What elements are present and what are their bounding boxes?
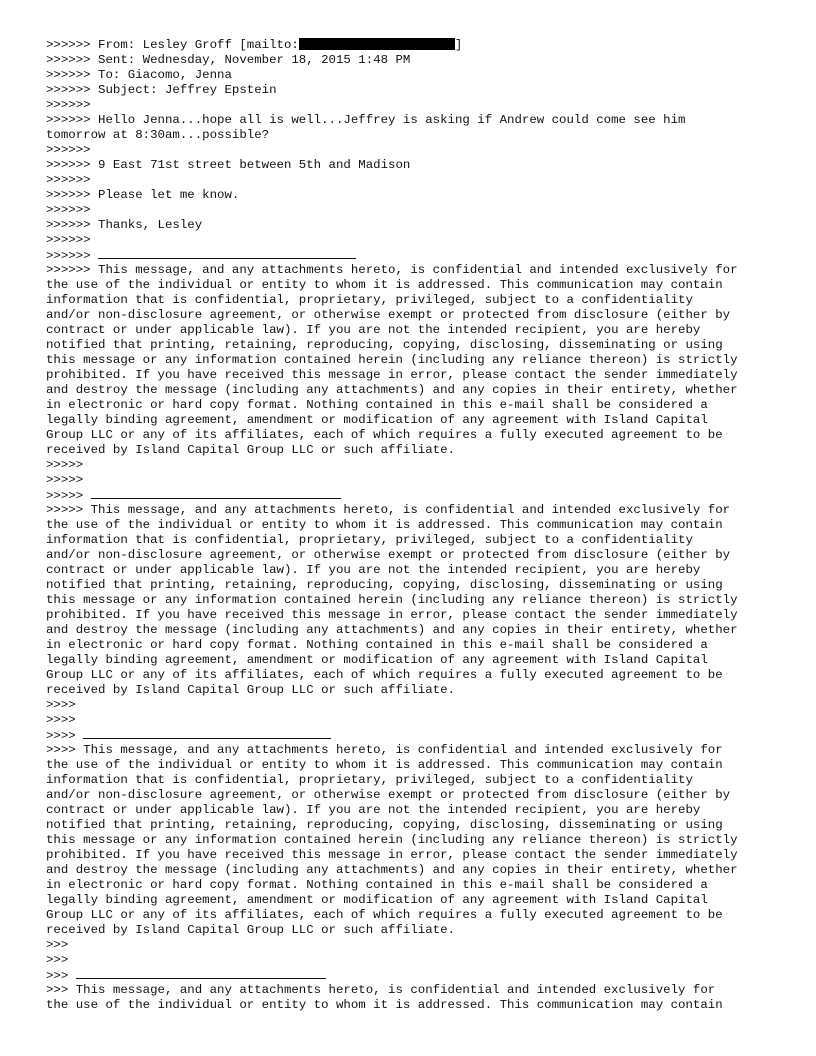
disclaimer-line: and destroy the message (including any attachments) and any copies in their entirety, whether [46, 383, 738, 397]
sent-line: >>>>>> Sent: Wednesday, November 18, 2015 1:48 PM [46, 53, 411, 67]
horizontal-rule [91, 488, 341, 499]
disclaimer-line: information that is confidential, proprietary, privileged, subject to a confidentiality [46, 533, 693, 547]
disclaimer-first-line: >>>> This message, and any attachments hereto, is confidential and intended exclusively for [46, 743, 723, 757]
disclaimer-line: received by Island Capital Group LLC or such affiliate. [46, 923, 455, 937]
disclaimer-line: legally binding agreement, amendment or modification of any agreement with Island Capital [46, 653, 708, 667]
quote-marker-line: >>>> [46, 698, 76, 712]
from-suffix: ] [454, 38, 463, 52]
quote-marker: >>>> [46, 729, 84, 743]
disclaimer-line: in electronic or hard copy format. Nothing contained in this e-mail shall be considered a [46, 398, 708, 412]
quote-marker: >>>>> [46, 489, 91, 503]
quote-marker-line: >>>>>> [46, 203, 91, 217]
quote-marker: >>>>>> [46, 249, 99, 263]
disclaimer-line: notified that printing, retaining, reproducing, copying, disclosing, disseminating or using [46, 338, 723, 352]
disclaimer-line: Group LLC or any of its affiliates, each of which requires a fully executed agreement to be [46, 668, 723, 682]
disclaimer-line: Group LLC or any of its affiliates, each of which requires a fully executed agreement to be [46, 428, 723, 442]
email-document [46, 38, 786, 1013]
disclaimer-line: and/or non-disclosure agreement, or otherwise exempt or protected from disclosure (either by [46, 788, 731, 802]
signoff-line: >>>>>> Thanks, Lesley [46, 218, 203, 232]
message-line: tomorrow at 8:30am...possible? [46, 128, 270, 142]
horizontal-rule [98, 248, 356, 259]
disclaimer-line: and destroy the message (including any attachments) and any copies in their entirety, whether [46, 863, 738, 877]
redacted-email-address [299, 38, 455, 50]
disclaimer-line: notified that printing, retaining, reproducing, copying, disclosing, disseminating or using [46, 818, 723, 832]
separator-line [46, 248, 786, 263]
disclaimer-line: and/or non-disclosure agreement, or otherwise exempt or protected from disclosure (either by [46, 308, 731, 322]
disclaimer-line: and destroy the message (including any attachments) and any copies in their entirety, whether [46, 623, 738, 637]
disclaimer-line: Group LLC or any of its affiliates, each of which requires a fully executed agreement to be [46, 908, 723, 922]
disclaimer-line: legally binding agreement, amendment or modification of any agreement with Island Capital [46, 893, 708, 907]
disclaimer-line: and/or non-disclosure agreement, or otherwise exempt or protected from disclosure (either by [46, 548, 731, 562]
horizontal-rule [76, 968, 326, 979]
disclaimer-line: the use of the individual or entity to whom it is addressed. This communication may contain [46, 518, 723, 532]
disclaimer-line: in electronic or hard copy format. Nothing contained in this e-mail shall be considered a [46, 878, 708, 892]
subject-line: >>>>>> Subject: Jeffrey Epstein [46, 83, 277, 97]
disclaimer-line: this message or any information contained herein (including any reliance thereon) is strictly [46, 353, 738, 367]
disclaimer-line: information that is confidential, proprietary, privileged, subject to a confidentiality [46, 773, 693, 787]
disclaimer-line: received by Island Capital Group LLC or such affiliate. [46, 443, 455, 457]
disclaimer-line: information that is confidential, proprietary, privileged, subject to a confidentiality [46, 293, 693, 307]
quote-marker-line: >>>>> [46, 473, 84, 487]
message-line: >>>>>> Hello Jenna...hope all is well...Jeffrey is asking if Andrew could come see him [46, 113, 686, 127]
disclaimer-line: notified that printing, retaining, reproducing, copying, disclosing, disseminating or using [46, 578, 723, 592]
disclaimer-line: contract or under applicable law). If you are not the intended recipient, you are hereby [46, 563, 701, 577]
disclaimer-line: the use of the individual or entity to whom it is addressed. This communication may contain [46, 758, 723, 772]
disclaimer-line: prohibited. If you have received this message in error, please contact the sender immediately [46, 608, 738, 622]
disclaimer-line: legally binding agreement, amendment or modification of any agreement with Island Capital [46, 413, 708, 427]
quote-marker-line: >>> [46, 953, 69, 967]
disclaimer-line: contract or under applicable law). If you are not the intended recipient, you are hereby [46, 323, 701, 337]
quote-marker-line: >>>>>> [46, 143, 91, 157]
disclaimer-line: the use of the individual or entity to whom it is addressed. This communication may contain [46, 998, 723, 1012]
disclaimer-line: prohibited. If you have received this message in error, please contact the sender immediately [46, 848, 738, 862]
disclaimer-line: prohibited. If you have received this message in error, please contact the sender immediately [46, 368, 738, 382]
quote-marker-line: >>>>>> [46, 233, 91, 247]
separator-line [46, 968, 786, 983]
from-line [46, 38, 786, 53]
disclaimer-first-line: >>> This message, and any attachments hereto, is confidential and intended exclusively for [46, 983, 716, 997]
to-line: >>>>>> To: Giacomo, Jenna [46, 68, 232, 82]
address-line: >>>>>> 9 East 71st street between 5th and Madison [46, 158, 411, 172]
quote-marker-line: >>>>>> [46, 173, 91, 187]
disclaimer-first-line: >>>>>> This message, and any attachments hereto, is confidential and intended exclusively for [46, 263, 738, 277]
quote-marker-line: >>>> [46, 713, 76, 727]
disclaimer-line: this message or any information contained herein (including any reliance thereon) is strictly [46, 833, 738, 847]
message-line: >>>>>> Please let me know. [46, 188, 240, 202]
quote-marker-line: >>>>>> [46, 98, 91, 112]
quote-marker-line: >>>>> [46, 458, 84, 472]
horizontal-rule [83, 728, 331, 739]
disclaimer-line: the use of the individual or entity to whom it is addressed. This communication may contain [46, 278, 723, 292]
separator-line [46, 728, 786, 743]
separator-line [46, 488, 786, 503]
disclaimer-line: in electronic or hard copy format. Nothing contained in this e-mail shall be considered a [46, 638, 708, 652]
disclaimer-line: contract or under applicable law). If you are not the intended recipient, you are hereby [46, 803, 701, 817]
disclaimer-line: this message or any information contained herein (including any reliance thereon) is strictly [46, 593, 738, 607]
quote-marker-line: >>> [46, 938, 69, 952]
disclaimer-line: received by Island Capital Group LLC or such affiliate. [46, 683, 455, 697]
from-label: >>>>>> From: Lesley Groff [mailto: [46, 38, 299, 52]
disclaimer-first-line: >>>>> This message, and any attachments hereto, is confidential and intended exclusively for [46, 503, 731, 517]
quote-marker: >>> [46, 969, 76, 983]
